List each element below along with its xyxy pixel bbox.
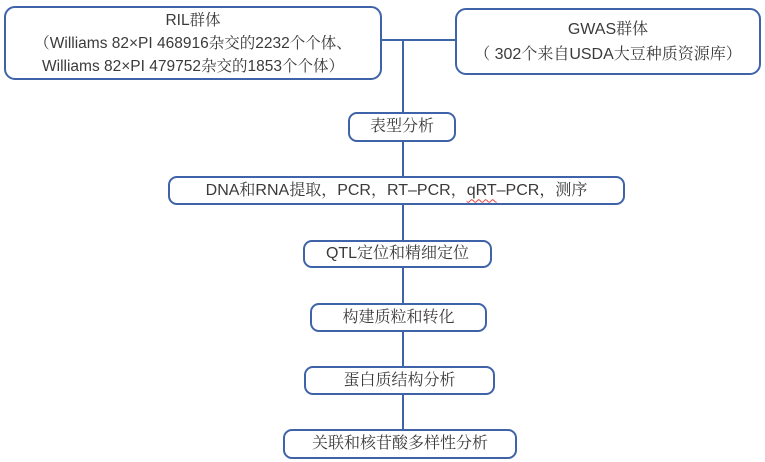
plasmid-construction-label: 构建质粒和转化 [342,308,455,326]
node-phenotype-analysis [348,112,456,142]
qtl-mapping-label: QTL定位和精细定位 [325,245,470,262]
node-protein-structure-analysis [304,366,495,395]
node-association-nucleotide-diversity [283,429,517,459]
node-qtl-mapping [303,240,492,268]
connector-vertical-4 [402,267,404,304]
node-plasmid-construction [310,303,487,332]
connector-vertical-6 [402,394,404,430]
ril-population-title: RIL群体 [165,11,221,29]
phenotype-analysis-label: 表型分析 [369,118,434,135]
connector-vertical-2 [402,141,404,177]
association-analysis-label: 关联和核苷酸多样性分析 [311,435,488,452]
connector-vertical-3 [402,204,404,241]
dna-step-label-suffix: –PCR，测序 [496,181,588,199]
connector-horizontal-top [381,39,456,41]
ril-population-detail-line2: Williams 82×PI 479752杂交的1853个个体） [42,57,344,75]
gwas-population-title: GWAS群体 [567,20,649,38]
gwas-population-detail: （ 302个来自USDA大豆种质资源库） [474,45,742,63]
ril-population-detail-line1: （Williams 82×PI 468916杂交的2232个个体、 [34,34,352,52]
dna-step-label-prefix: DNA和RNA提取，PCR，RT–PCR， [205,181,467,199]
connector-vertical-1 [402,40,404,112]
dna-step-label-spellcheck-flagged: qRT [466,181,497,199]
connector-vertical-5 [402,331,404,367]
node-ril-population [4,6,382,80]
protein-structure-label: 蛋白质结构分析 [343,371,456,389]
node-gwas-population [455,8,761,75]
node-dna-rna-extraction [168,176,625,205]
